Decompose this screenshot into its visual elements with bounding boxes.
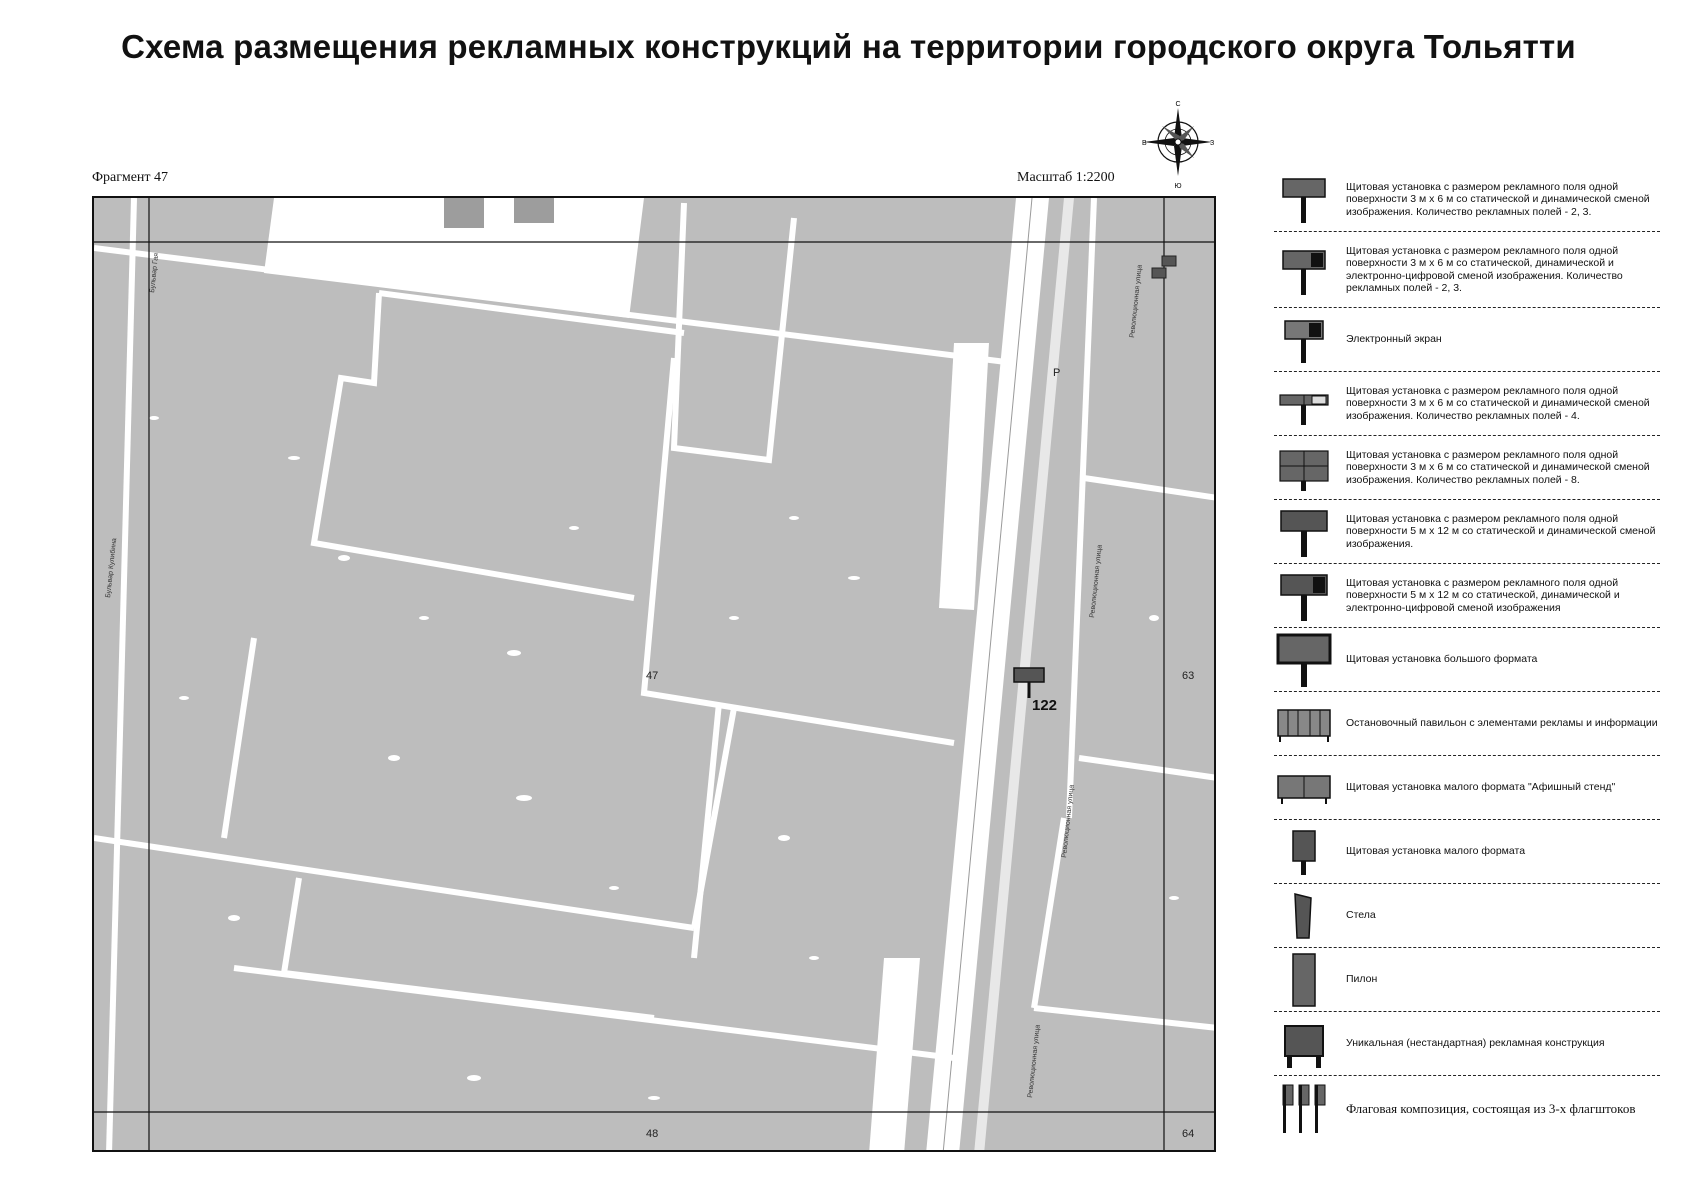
street-label: Революционная улица [1089,544,1104,619]
legend-text: Щитовая установка малого формата "Афишный стенд" [1346,781,1616,794]
billboard-5x12-digital-icon [1274,568,1334,624]
cell-label-63: 63 [1182,670,1195,682]
legend-item [1274,628,1660,692]
unique-construction-icon [1274,1016,1334,1072]
legend-item [1274,756,1660,820]
legend-item [1274,884,1660,948]
legend-item [1274,372,1660,436]
legend-text: Щитовая установка с размером рекламного поля одной поверхности 3 м х 6 м со статической, динамической и электронно-цифровой сменой изображения. Количество рекламных полей - 2, 3. [1346,244,1623,294]
street-label: Революционная улица [1129,264,1144,339]
legend-item [1274,168,1660,232]
street-label: Бульвар Кулибина [105,537,119,599]
legend-text: Щитовая установка с размером рекламного поля одной поверхности 5 м х 12 м со статической, динамической и электронно-цифровой сменой изображения [1346,576,1620,614]
legend-text: Флаговая композиция, состоящая из 3-х флагштоков [1346,1100,1636,1116]
billboard-4-fields-icon [1274,376,1334,432]
building-block [514,198,554,223]
small-format-icon [1274,824,1334,880]
legend-text: Щитовая установка с размером рекламного поля одной поверхности 3 м х 6 м со статической и динамической сменой изображения. Количество рекламных полей - 2, 3. [1346,180,1650,218]
ad-marker-number: 122 [1032,697,1058,714]
compass-n: С [1175,101,1181,108]
billboard-5x12-icon [1274,504,1334,560]
legend-item [1274,436,1660,500]
legend-item [1274,500,1660,564]
poster-stand-icon [1274,760,1334,816]
legend-text: Уникальная (нестандартная) рекламная конструкция [1346,1037,1605,1050]
legend-text: Пилон [1346,973,1378,986]
billboard-3x6-icon [1274,172,1334,228]
stela-icon [1274,888,1334,944]
legend-text: Щитовая установка малого формата [1346,845,1526,858]
pylon-icon [1274,952,1334,1008]
legend-text: Щитовая установка с размером рекламного поля одной поверхности 3 м х 6 м со статической и динамической сменой изображения. Количество рекламных полей - 8. [1346,448,1650,486]
legend [1274,168,1660,1140]
legend-text: Остановочный павильон с элементами рекламы и информации [1346,717,1658,730]
legend-item [1274,692,1660,756]
parking-label: P [1053,367,1061,379]
legend-item [1274,232,1660,308]
cell-label-64: 64 [1182,1128,1195,1140]
cell-label-47: 47 [646,670,659,682]
legend-item [1274,820,1660,884]
billboard-3x6-digital-icon [1274,242,1334,298]
page-title: Схема размещения рекламных конструкций на территории городского округа Тольятти [121,28,1576,65]
legend-text: Стела [1346,909,1376,922]
map-area[interactable] [92,196,1216,1152]
legend-item [1274,1012,1660,1076]
legend-text: Щитовая установка с размером рекламного поля одной поверхности 5 м х 12 м со статической и динамической сменой изображения. [1346,512,1656,550]
legend-item [1274,308,1660,372]
cell-label-48: 48 [646,1128,659,1140]
electronic-screen-icon [1274,312,1334,368]
compass-s: Ю [1174,183,1182,190]
scale-label: Масштаб 1:2200 [1017,170,1115,185]
building-block [444,198,484,228]
legend-text: Щитовая установка большого формата [1346,653,1538,666]
legend-text: Щитовая установка с размером рекламного поля одной поверхности 3 м х 6 м со статической и динамической сменой изображения. Количество рекламных полей - 4. [1346,384,1650,422]
large-format-icon [1274,632,1334,688]
billboard-8-fields-icon [1274,440,1334,496]
compass-rose-icon [1140,100,1216,190]
street-label: Революционная улица [1061,784,1076,859]
texture [149,416,1179,1100]
street-label: Революционная улица [1027,1024,1042,1099]
legend-item [1274,564,1660,628]
legend-item [1274,1076,1660,1140]
legend-item [1274,948,1660,1012]
compass-e: З [1210,140,1215,147]
flag-composition-icon [1274,1080,1334,1136]
fragment-label: Фрагмент 47 [92,170,169,185]
bus-stop-pavilion-icon [1274,696,1334,752]
legend-text: Электронный экран [1346,333,1442,346]
compass-w: В [1142,140,1147,147]
street-label: Бульвар Гая [149,252,161,294]
